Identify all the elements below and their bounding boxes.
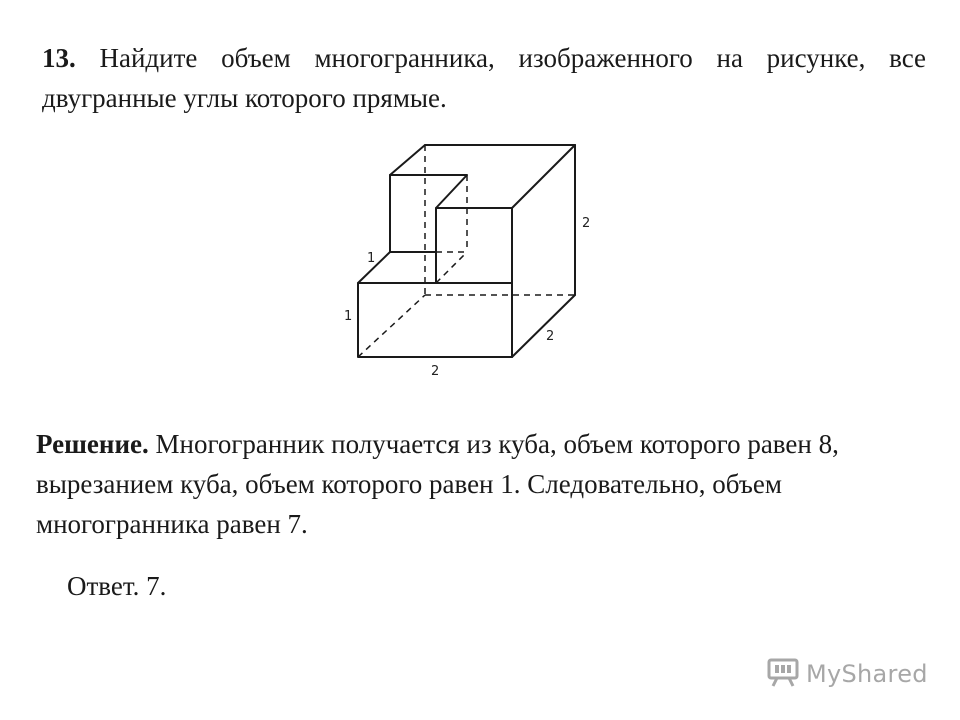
label-right-vertical-edge: 2 [582, 216, 591, 231]
problem-text: Найдите объем многогранника, изображенного на рисунке, все двугранные углы которого прямые. [42, 43, 927, 113]
answer-text: Ответ. 7. [67, 571, 167, 601]
polyhedron-figure [330, 130, 620, 390]
notch-top [390, 175, 512, 208]
problem-statement [42, 38, 926, 118]
watermark [766, 654, 928, 694]
step-top-back [390, 145, 425, 175]
bottom-right-depth [512, 295, 575, 357]
label-top-left-edge: 1 [367, 251, 376, 266]
watermark-text: MyShared [806, 660, 928, 688]
myshared-logo-icon [766, 656, 800, 693]
hidden-bottom-depth [358, 295, 425, 357]
solution-text: Многогранник получается из куба, объем которого равен 8, вырезанием куба, объем которого равен 1. Следовательно, объем многогранника равен 7. [36, 429, 839, 539]
top-right-depth [512, 145, 575, 208]
front-lower-face [358, 283, 512, 357]
problem-number: 13. [42, 43, 76, 73]
solution-label: Решение. [36, 429, 149, 459]
label-left-edge: 1 [344, 309, 353, 324]
solution-block [36, 424, 916, 544]
label-right-depth-edge: 2 [546, 329, 555, 344]
hidden-notch-diag [436, 252, 467, 283]
label-bottom-edge: 2 [431, 364, 440, 379]
